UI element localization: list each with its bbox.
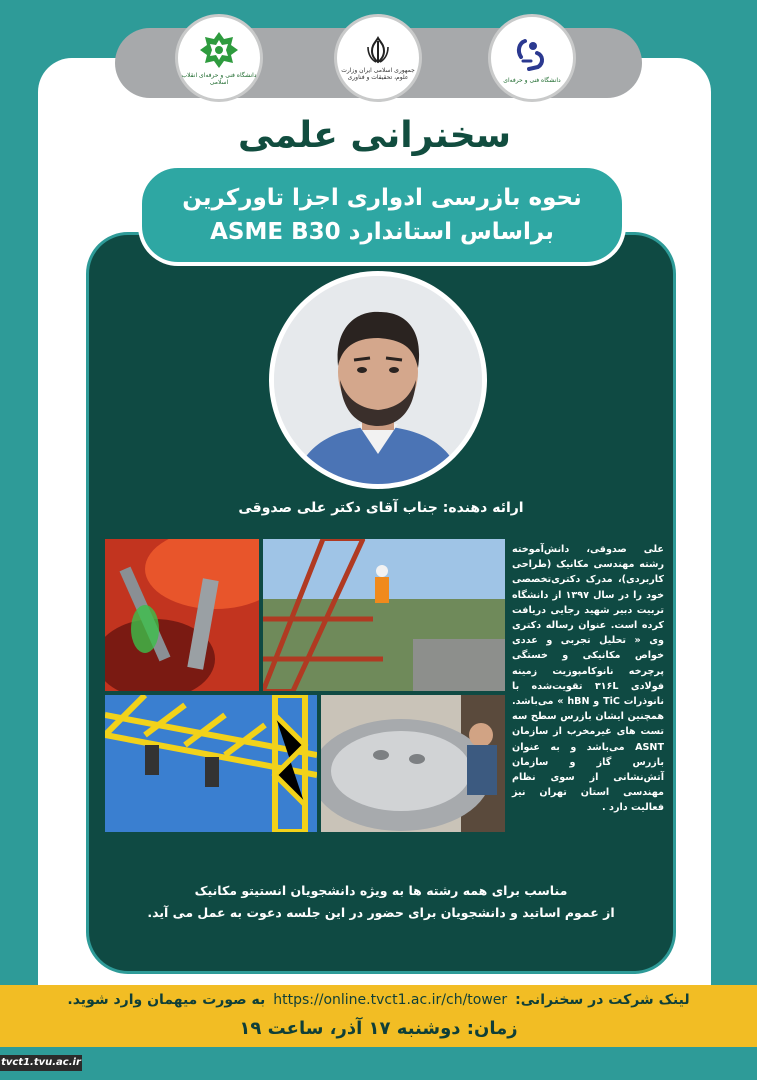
yellow-crane-photo-icon bbox=[105, 695, 317, 832]
presenter-name: ارائه دهنده: جناب آقای دکتر علی صدوقی bbox=[238, 500, 524, 516]
iran-emblem-icon bbox=[363, 35, 393, 65]
wheel-photo-icon bbox=[321, 695, 505, 832]
session-time: زمان: دوشنبه ۱۷ آذر، ساعت ۱۹ bbox=[239, 1018, 518, 1039]
link-label: لینک شرکت در سخنرانی: bbox=[515, 992, 690, 1008]
photo-wheel-inspection bbox=[321, 695, 505, 832]
logo-right-caption: دانشگاه فنی و حرفه‌ای bbox=[503, 76, 561, 84]
footer-link-row bbox=[0, 985, 757, 1015]
logo-mid-caption: جمهوری اسلامی ایران وزارت علوم، تحقیقات و فناوری bbox=[341, 67, 415, 81]
person-portrait-icon bbox=[274, 276, 482, 484]
subtitle-pill bbox=[138, 164, 626, 266]
presenter-portrait bbox=[269, 271, 487, 489]
star-emblem-icon bbox=[199, 30, 239, 70]
subtitle-line-1: نحوه بازرسی ادواری اجزا تاورکرین bbox=[182, 185, 582, 211]
crane-photo-icon bbox=[263, 539, 505, 691]
caliper-photo-icon bbox=[105, 539, 259, 691]
logo-left-caption: دانشگاه فنی و حرفه‌ای انقلاب اسلامی bbox=[181, 72, 257, 86]
invite-line-2: از عموم اساتید و دانشجویان برای حضور در این جلسه دعوت به عمل می آید. bbox=[147, 905, 615, 920]
session-link[interactable]: https://online.tvct1.ac.ir/ch/tower bbox=[273, 992, 508, 1008]
site-badge[interactable]: tvct1.tvu.ac.ir bbox=[0, 1055, 82, 1071]
subtitle-line-2: براساس استاندارد ASME B30 bbox=[210, 219, 554, 245]
ministry-logo bbox=[334, 14, 422, 102]
tvu-emblem-icon bbox=[511, 33, 553, 75]
photo-crane-workers bbox=[105, 695, 317, 832]
university-logo bbox=[175, 14, 263, 102]
presenter-bio: علی صدوقی، دانش‌آموخته رشته مهندسی مکانیک (طراحی کاربردی)، مدرک دکتری‌تخصصی خود را در سال ۱۳۹۷ از دانشگاه تربیت دبیر شهید رجایی دریافت کرده است. عنوان رساله دکتری وی « تحلیل تجربی و عددی خواص مکانیکی و خستگی پرچرخه نانوکامپوزیت زمینه فولادی ۳۱۶L تقویت‌شده با نانوذرات TiC و hBN » می‌باشد. همچنین ایشان بازرس سطح سه تست های غیرمخرب از سازمان ASNT می‌باشد و به عنوان بازرس گاز و سازمان آتش‌نشانی از سوی نظام مهندسی استان تهران نیز فعالیت دارد . bbox=[512, 544, 664, 814]
page-title: سخنرانی علمی bbox=[237, 115, 512, 156]
photo-inspection-gauge bbox=[105, 539, 259, 691]
tvu-logo bbox=[488, 14, 576, 102]
invitation bbox=[86, 880, 676, 924]
photo-crane-climber bbox=[263, 539, 505, 691]
link-note: به صورت میهمان وارد شوید. bbox=[67, 992, 266, 1008]
invite-line-1: مناسب برای همه رشته ها به ویژه دانشجویان انستیتو مکانیک bbox=[194, 883, 568, 898]
